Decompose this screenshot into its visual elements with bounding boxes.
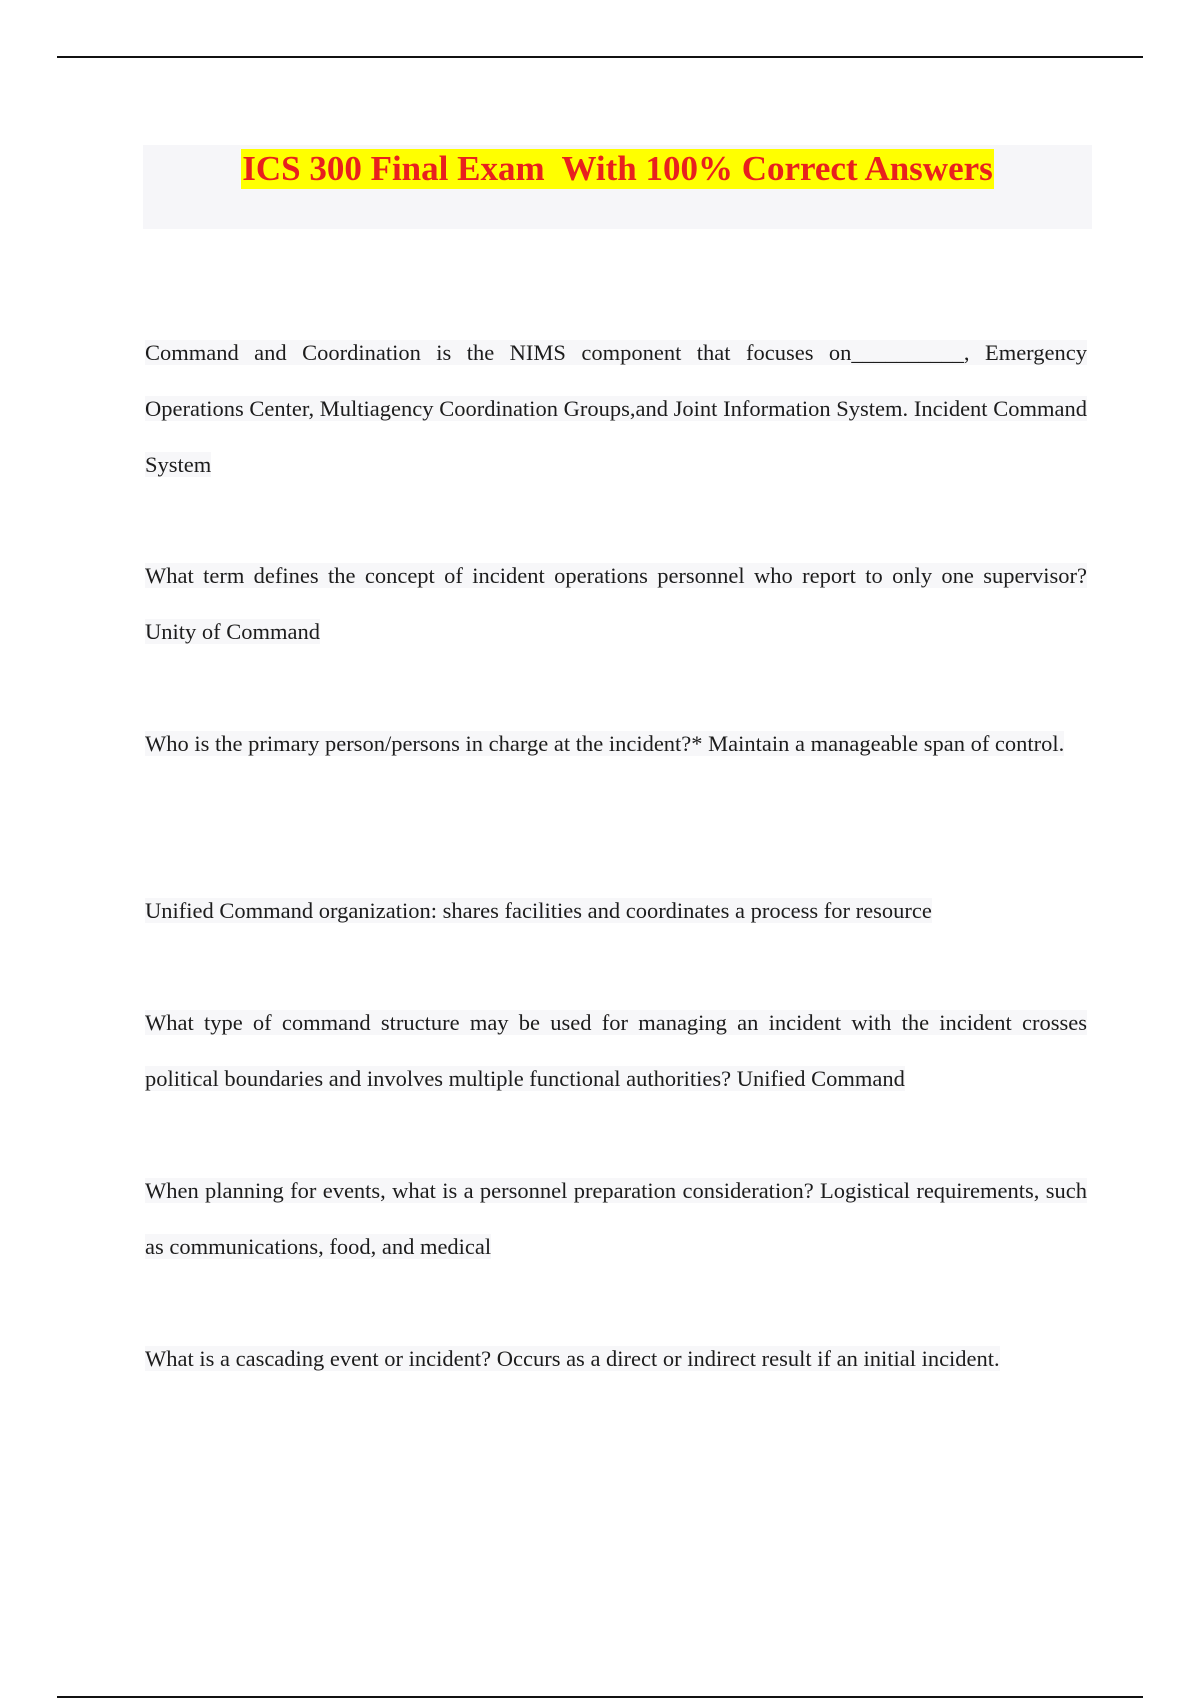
qa-text: Command and Coordination is the NIMS component that focuses on__________, Emergency Operations Center, Multiagency Coordination Groups,and Joint Information System. Incident Command System <box>145 340 1087 477</box>
qa-text: Unified Command organization: shares facilities and coordinates a process for resource <box>145 898 932 923</box>
qa-item <box>145 548 1087 660</box>
qa-text: What term defines the concept of incident operations personnel who report to only one supervisor? Unity of Command <box>145 563 1087 644</box>
qa-item <box>145 325 1087 493</box>
qa-item <box>145 883 1087 939</box>
qa-item <box>145 1163 1087 1275</box>
document-title: ICS 300 Final Exam With 100% Correct Answers <box>242 149 993 188</box>
qa-item <box>145 716 1087 772</box>
title-banner <box>143 145 1092 229</box>
top-rule <box>57 56 1143 58</box>
qa-text: What is a cascading event or incident? Occurs as a direct or indirect result if an initial incident. <box>145 1346 1000 1371</box>
qa-item <box>145 1331 1087 1387</box>
qa-text: What type of command structure may be used for managing an incident with the incident crosses political boundaries and involves multiple functional authorities? Unified Command <box>145 1010 1087 1091</box>
qa-item <box>145 995 1087 1107</box>
qa-text: When planning for events, what is a personnel preparation consideration? Logistical requirements, such as communications, food, and medical <box>145 1178 1087 1259</box>
qa-text: Who is the primary person/persons in charge at the incident?* Maintain a manageable span of control. <box>145 731 1065 756</box>
bottom-rule <box>57 1696 1143 1698</box>
